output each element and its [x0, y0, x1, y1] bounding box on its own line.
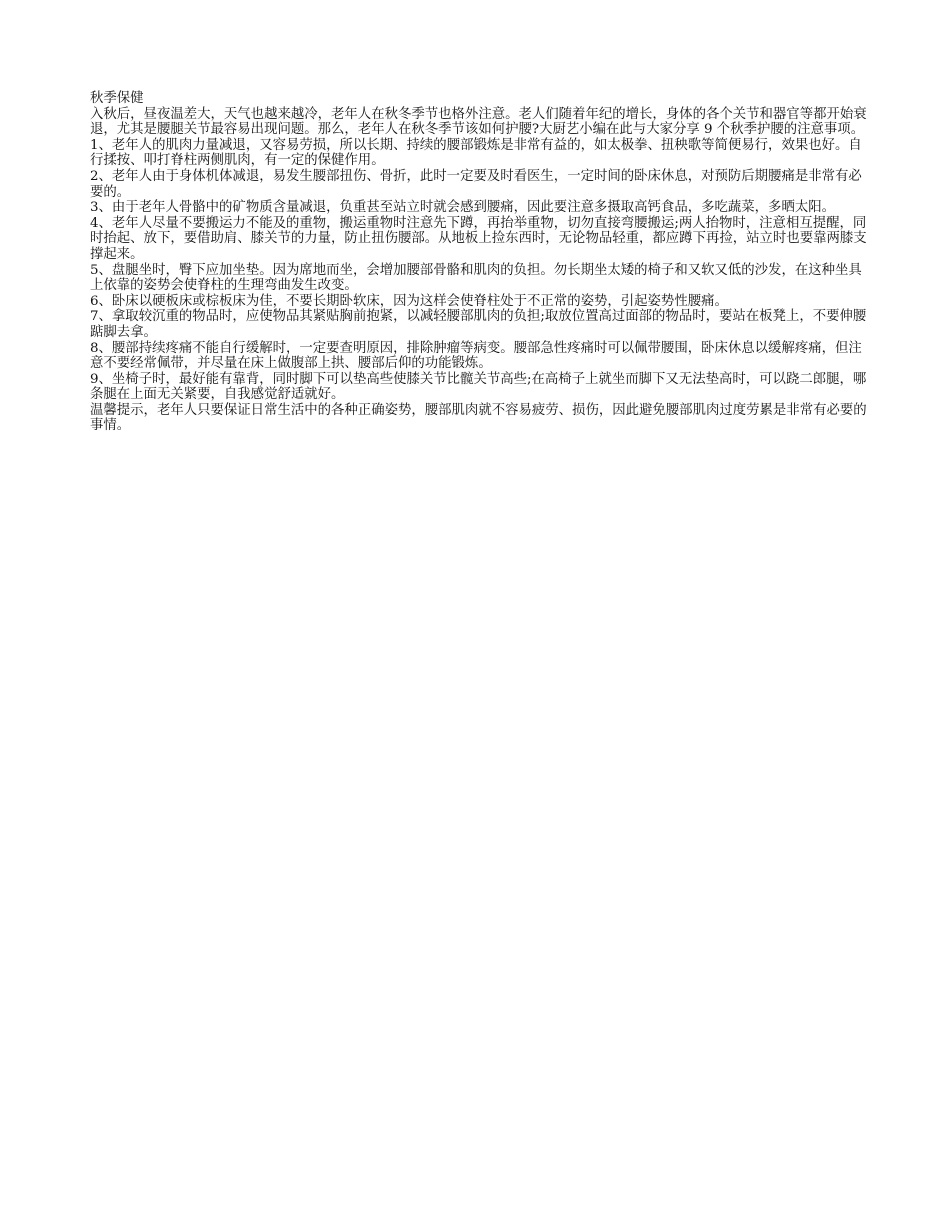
tip-item-6: 6、卧床以硬板床或棕板床为佳，不要长期卧软床，因为这样会使脊柱处于不正常的姿势，引起姿势性腰痛。: [90, 293, 728, 309]
tip-item-9: 9、坐椅子时，最好能有靠背，同时脚下可以垫高些使膝关节比髋关节高些;在高椅子上就坐而脚下又无法垫高时，可以跷二郎腿，哪条腿在上面无关紧要，自我感觉舒适就好。: [90, 371, 867, 403]
tip-item-3: 3、由于老年人骨骼中的矿物质含量减退，负重甚至站立时就会感到腰痛，因此要注意多摄取高钙食品，多吃蔬菜，多晒太阳。: [90, 200, 835, 216]
tip-item-8: 8、腰部持续疼痛不能自行缓解时，一定要查明原因，排除肿瘤等病变。腰部急性疼痛时可以佩带腰围，卧床休息以缓解疼痛，但注意不要经常佩带，并尽量在床上做腹部上拱、腰部后仰的功能锻炼。: [90, 340, 862, 372]
tip-item-4: 4、老年人尽量不要搬运力不能及的重物，搬运重物时注意先下蹲，再抬举重物，切勿直接弯腰搬运;两人抬物时，注意相互提醒，同时抬起、放下，要借助肩、膝关节的力量，防止扭伤腰部。从地板上捡东西时，无论物品轻重，都应蹲下再捡，站立时也要靠两膝支撑起来。: [90, 215, 867, 262]
tip-item-7: 7、拿取较沉重的物品时，应使物品其紧贴胸前抱紧，以减轻腰部肌肉的负担;取放位置高过面部的物品时，要站在板凳上，不要伸腰踮脚去拿。: [90, 309, 867, 340]
tip-item-5: 5、盘腿坐时，臀下应加坐垫。因为席地而坐，会增加腰部骨骼和肌肉的负担。勿长期坐太矮的椅子和又软又低的沙发，在这种坐具上依靠的姿势会使脊柱的生理弯曲发生改变。: [90, 262, 862, 294]
document-title: 秋季保健: [90, 91, 144, 106]
closing-paragraph: 温馨提示，老年人只要保证日常生活中的各种正确姿势，腰部肌肉就不容易疲劳、损伤，因此避免腰部肌肉过度劳累是非常有必要的事情。: [90, 402, 867, 434]
tip-item-2: 2、老年人由于身体机体减退，易发生腰部扭伤、骨折，此时一定要及时看医生，一定时间的卧床休息，对预防后期腰痛是非常有必要的。: [90, 168, 862, 200]
tip-item-1: 1、老年人的肌肉力量减退，又容易劳损，所以长期、持续的腰部锻炼是非常有益的，如太极拳、扭秧歌等简便易行，效果也好。自行揉按、叩打脊柱两侧肌肉，有一定的保健作用。: [90, 137, 862, 169]
document-body: [90, 91, 870, 434]
intro-paragraph: 入秋后，昼夜温差大，天气也越来越冷，老年人在秋冬季节也格外注意。老人们随着年纪的增长，身体的各个关节和器官等都开始衰退，尤其是腰腿关节最容易出现问题。那么，老年人在秋冬季节该如何护腰?大厨艺小编在此与大家分享 9 个秋季护腰的注意事项。: [90, 106, 867, 138]
